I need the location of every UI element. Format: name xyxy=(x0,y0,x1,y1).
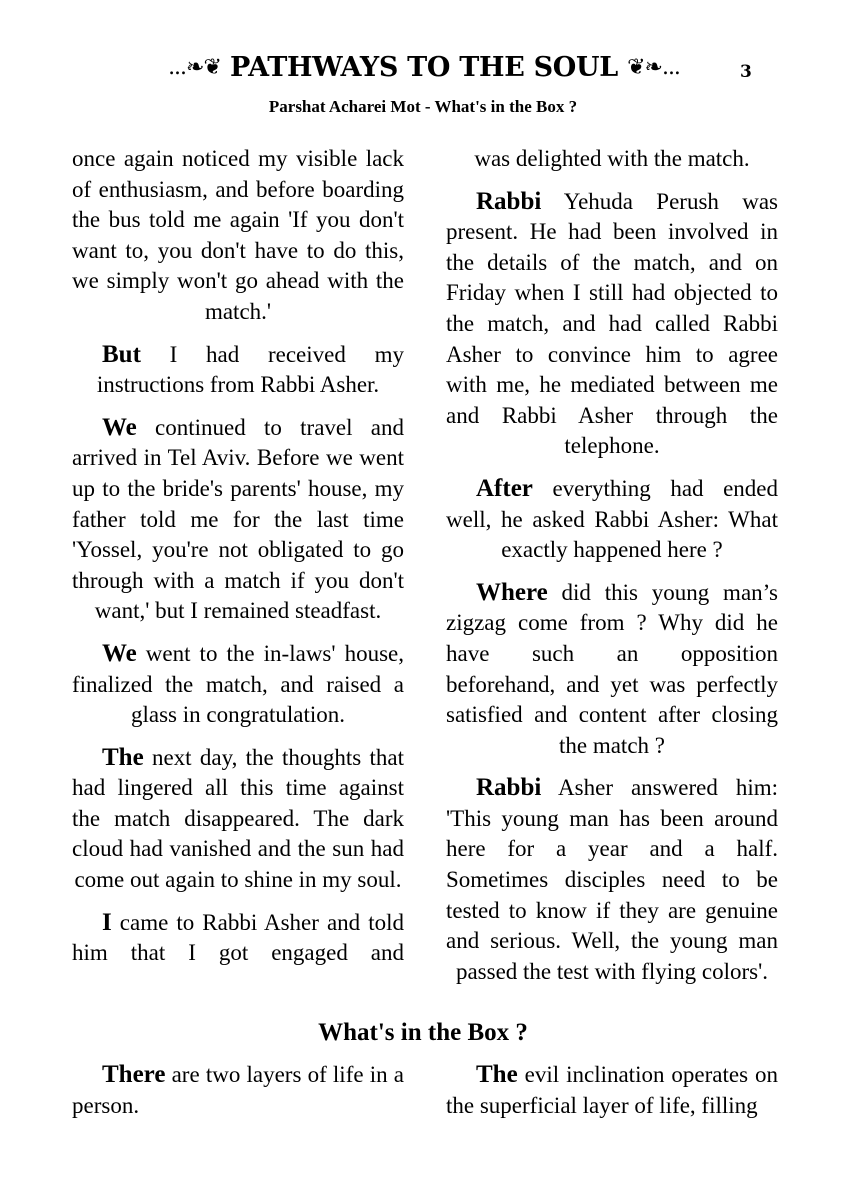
paragraph-lead-word: There xyxy=(102,1061,166,1088)
paragraph xyxy=(72,639,404,731)
paragraph xyxy=(72,743,404,896)
paragraph xyxy=(446,773,778,987)
page-number: 3 xyxy=(740,62,752,82)
paragraph-lead-word: I xyxy=(102,908,112,936)
paragraph-text: everything had ended well, he asked Rabbi Asher: What exactly happened here ? xyxy=(446,475,778,563)
paragraph-text: was delighted with the match. xyxy=(474,146,750,171)
bottom-left-column xyxy=(72,1060,404,1121)
paragraph-lead-word: We xyxy=(102,413,137,441)
running-header xyxy=(0,48,846,88)
left-column xyxy=(72,144,404,981)
paragraph-text: Asher answered him: 'This young man has been around here for a year and a half. Sometimes disciples need to be tested to know if they are genuine and serious. Well, the young man passed the test with flying colors'. xyxy=(446,775,778,984)
bottom-right-column xyxy=(446,1060,778,1121)
paragraph xyxy=(446,578,778,762)
paragraph xyxy=(72,1060,404,1121)
paragraph-text: went to the in-laws' house, finalized the match, and raised a glass in congratulation. xyxy=(72,640,404,728)
paragraph-lead-word: Rabbi xyxy=(476,187,542,215)
paragraph xyxy=(446,1060,778,1121)
paragraph-text: next day, the thoughts that had lingered all this time against the match disappeared. The dark cloud had vanished and the sun had come out again to shine in my soul. xyxy=(72,744,404,893)
paragraph-lead-word: We xyxy=(102,639,137,667)
paragraph xyxy=(72,340,404,401)
paragraph-text: did this young man’s zigzag come from ? Why did he have such an opposition beforehand, and yet was perfectly satisfied and content after closing the match ? xyxy=(446,579,778,758)
paragraph-text: are two layers of life in a person. xyxy=(72,1062,404,1118)
paragraph xyxy=(72,144,404,328)
paragraph-lead-word: But xyxy=(102,340,141,368)
paragraph-lead-word: Rabbi xyxy=(476,774,542,802)
ornament-left-icon: ...❧❦ xyxy=(168,55,221,80)
paragraph-text: evil inclination operates on the superficial layer of life, filling xyxy=(446,1062,778,1118)
ornament-right-icon: ❦❧... xyxy=(627,55,680,80)
paragraph xyxy=(446,144,778,175)
paragraph xyxy=(72,908,404,969)
paragraph-text: I had received my instructions from Rabbi Asher. xyxy=(96,341,404,398)
paragraph-text: continued to travel and arrived in Tel Aviv. Before we went up to the bride's parents' house, my father told me for the last time 'Yossel, you're not obligated to go through with a match if you don't want,' but I remained steadfast. xyxy=(72,414,404,624)
right-column xyxy=(446,144,778,999)
paragraph-lead-word: The xyxy=(476,1061,518,1088)
book-title xyxy=(130,48,718,88)
paragraph xyxy=(446,474,778,566)
paragraph-lead-word: After xyxy=(476,474,533,502)
paragraph-lead-word: Where xyxy=(476,578,548,606)
chapter-subtitle: Parshat Acharei Mot - What's in the Box ? xyxy=(268,97,578,116)
paragraph-lead-word: The xyxy=(102,743,144,771)
paragraph-text: once again noticed my visible lack of enthusiasm, and before boarding the bus told me again 'If you don't want to, you don't have to do this, we simply won't go ahead with the match.' xyxy=(72,146,404,324)
paragraph-text: Yehuda Perush was present. He had been involved in the details of the match, and on Friday when I still had objected to the match, and had called Rabbi Asher to convince him to agree with me, he mediated between me and Rabbi Asher through the telephone. xyxy=(446,188,778,459)
paragraph xyxy=(72,413,404,627)
section-heading: What's in the Box ? xyxy=(318,1019,528,1046)
book-title-text: PATHWAYS TO THE SOUL xyxy=(230,52,618,83)
paragraph-text: came to Rabbi Asher and told him that I got engaged and xyxy=(72,909,404,966)
paragraph xyxy=(446,187,778,462)
